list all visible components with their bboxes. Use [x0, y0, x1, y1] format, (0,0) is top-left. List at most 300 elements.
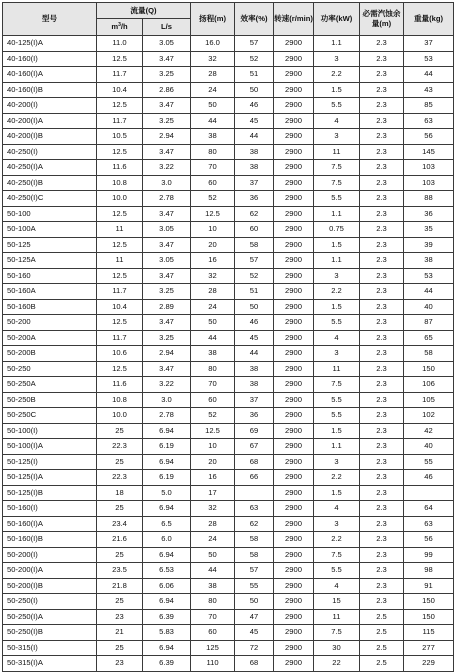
table-row: [3, 408, 454, 424]
power-cell: 2.2: [314, 67, 360, 83]
model-cell: 50-250(I)B: [3, 625, 97, 641]
efficiency-cell: 55: [235, 578, 274, 594]
flow-m3h-cell: 11: [97, 253, 143, 269]
table-row: [3, 563, 454, 579]
table-row: [3, 67, 454, 83]
power-cell: 1.5: [314, 299, 360, 315]
model-cell: 50-250B: [3, 392, 97, 408]
efficiency-cell: 38: [235, 160, 274, 176]
npsh-cell: 2.3: [360, 144, 404, 160]
model-cell: 40-250(I): [3, 144, 97, 160]
model-cell: 50-100A: [3, 222, 97, 238]
model-cell: 50-125: [3, 237, 97, 253]
npsh-cell: 2.3: [360, 268, 404, 284]
flow-m3h-cell: 12.5: [97, 51, 143, 67]
model-cell: 50-200A: [3, 330, 97, 346]
header-model: 型号: [3, 3, 97, 36]
npsh-cell: 2.3: [360, 315, 404, 331]
flow-m3h-cell: 10.4: [97, 299, 143, 315]
flow-m3h-cell: 25: [97, 423, 143, 439]
flow-ls-cell: 3.47: [143, 51, 191, 67]
speed-cell: 2900: [274, 330, 314, 346]
table-row: [3, 113, 454, 129]
header-weight: 重量(kg): [404, 3, 454, 36]
flow-m3h-cell: 11.6: [97, 377, 143, 393]
flow-m3h-cell: 10.6: [97, 346, 143, 362]
head-cell: 12.5: [191, 423, 235, 439]
npsh-cell: 2.3: [360, 284, 404, 300]
power-cell: 15: [314, 594, 360, 610]
speed-cell: 2900: [274, 299, 314, 315]
weight-cell: 40: [404, 439, 454, 455]
efficiency-cell: 47: [235, 609, 274, 625]
model-cell: 40-125(I)A: [3, 36, 97, 52]
head-cell: 20: [191, 237, 235, 253]
weight-cell: 115: [404, 625, 454, 641]
speed-cell: 2900: [274, 346, 314, 362]
table-row: [3, 237, 454, 253]
flow-m3h-cell: 23: [97, 609, 143, 625]
efficiency-cell: 50: [235, 299, 274, 315]
speed-cell: 2900: [274, 501, 314, 517]
head-cell: 28: [191, 67, 235, 83]
table-row: [3, 82, 454, 98]
power-cell: 11: [314, 609, 360, 625]
model-cell: 50-200(I): [3, 547, 97, 563]
speed-cell: 2900: [274, 656, 314, 672]
power-cell: 0.75: [314, 222, 360, 238]
weight-cell: 56: [404, 532, 454, 548]
flow-ls-cell: 3.47: [143, 98, 191, 114]
npsh-cell: 2.3: [360, 346, 404, 362]
weight-cell: 53: [404, 268, 454, 284]
efficiency-cell: 37: [235, 175, 274, 191]
flow-m3h-cell: 11: [97, 222, 143, 238]
table-row: [3, 160, 454, 176]
flow-ls-cell: 3.0: [143, 175, 191, 191]
weight-cell: 55: [404, 454, 454, 470]
model-cell: 50-125(I)A: [3, 470, 97, 486]
flow-ls-cell: 3.25: [143, 330, 191, 346]
efficiency-cell: 62: [235, 206, 274, 222]
speed-cell: 2900: [274, 98, 314, 114]
head-cell: 38: [191, 129, 235, 145]
flow-m3h-cell: 21.6: [97, 532, 143, 548]
flow-ls-cell: 3.25: [143, 67, 191, 83]
efficiency-cell: 68: [235, 656, 274, 672]
model-cell: 40-250(I)A: [3, 160, 97, 176]
head-cell: 16.0: [191, 36, 235, 52]
npsh-cell: 2.3: [360, 485, 404, 501]
head-cell: 20: [191, 454, 235, 470]
power-cell: 11: [314, 144, 360, 160]
flow-ls-cell: 2.78: [143, 408, 191, 424]
flow-m3h-cell: 10.5: [97, 129, 143, 145]
head-cell: 52: [191, 191, 235, 207]
table-row: [3, 346, 454, 362]
weight-cell: 63: [404, 516, 454, 532]
weight-cell: 98: [404, 563, 454, 579]
flow-ls-cell: 3.25: [143, 113, 191, 129]
efficiency-cell: 67: [235, 439, 274, 455]
power-cell: 4: [314, 113, 360, 129]
head-cell: 50: [191, 98, 235, 114]
weight-cell: 85: [404, 98, 454, 114]
flow-m3h-cell: 12.5: [97, 237, 143, 253]
speed-cell: 2900: [274, 284, 314, 300]
weight-cell: 58: [404, 346, 454, 362]
model-cell: 50-250A: [3, 377, 97, 393]
table-row: [3, 144, 454, 160]
table-row: [3, 423, 454, 439]
head-cell: 50: [191, 315, 235, 331]
npsh-cell: 2.3: [360, 299, 404, 315]
flow-m3h-cell: 11.7: [97, 330, 143, 346]
efficiency-cell: 44: [235, 129, 274, 145]
flow-ls-cell: 3.47: [143, 206, 191, 222]
flow-m3h-cell: 12.5: [97, 268, 143, 284]
flow-ls-cell: 3.47: [143, 315, 191, 331]
flow-m3h-cell: 12.5: [97, 98, 143, 114]
efficiency-cell: 46: [235, 315, 274, 331]
efficiency-cell: 52: [235, 268, 274, 284]
speed-cell: 2900: [274, 222, 314, 238]
speed-cell: 2900: [274, 361, 314, 377]
flow-m3h-cell: 11.7: [97, 67, 143, 83]
weight-cell: 65: [404, 330, 454, 346]
power-cell: 4: [314, 501, 360, 517]
npsh-cell: 2.3: [360, 51, 404, 67]
model-cell: 50-200B: [3, 346, 97, 362]
speed-cell: 2900: [274, 160, 314, 176]
efficiency-cell: 58: [235, 532, 274, 548]
table-row: [3, 284, 454, 300]
speed-cell: 2900: [274, 51, 314, 67]
power-cell: 3: [314, 268, 360, 284]
flow-ls-cell: 6.94: [143, 594, 191, 610]
head-cell: 17: [191, 485, 235, 501]
speed-cell: 2900: [274, 113, 314, 129]
flow-ls-cell: 3.05: [143, 253, 191, 269]
npsh-cell: 2.3: [360, 532, 404, 548]
speed-cell: 2900: [274, 516, 314, 532]
model-cell: 40-200(I)B: [3, 129, 97, 145]
head-cell: 80: [191, 144, 235, 160]
power-cell: 4: [314, 578, 360, 594]
power-cell: 22: [314, 656, 360, 672]
speed-cell: 2900: [274, 377, 314, 393]
efficiency-cell: 66: [235, 470, 274, 486]
speed-cell: 2900: [274, 408, 314, 424]
header-flow: 流量(Q): [97, 3, 191, 19]
model-cell: 50-200(I)B: [3, 578, 97, 594]
flow-m3h-cell: 21: [97, 625, 143, 641]
table-row: [3, 501, 454, 517]
head-cell: 60: [191, 392, 235, 408]
npsh-cell: 2.3: [360, 408, 404, 424]
flow-m3h-cell: 23.4: [97, 516, 143, 532]
head-cell: 60: [191, 175, 235, 191]
table-row: [3, 578, 454, 594]
header-power: 功率(kW): [314, 3, 360, 36]
speed-cell: 2900: [274, 594, 314, 610]
table-row: [3, 361, 454, 377]
power-cell: 1.5: [314, 423, 360, 439]
table-row: [3, 454, 454, 470]
flow-ls-cell: 6.39: [143, 609, 191, 625]
header-efficiency: 效率(%): [235, 3, 274, 36]
power-cell: 7.5: [314, 175, 360, 191]
power-cell: 3: [314, 516, 360, 532]
power-cell: 7.5: [314, 160, 360, 176]
npsh-cell: 2.3: [360, 454, 404, 470]
table-row: [3, 516, 454, 532]
flow-m3h-cell: 11.0: [97, 36, 143, 52]
head-cell: 24: [191, 82, 235, 98]
weight-cell: 277: [404, 640, 454, 656]
flow-ls-cell: 2.86: [143, 82, 191, 98]
flow-ls-cell: 3.47: [143, 361, 191, 377]
flow-ls-cell: 3.47: [143, 268, 191, 284]
header-speed: 转速(r/min): [274, 3, 314, 36]
flow-ls-cell: 5.0: [143, 485, 191, 501]
weight-cell: 99: [404, 547, 454, 563]
flow-ls-cell: 6.94: [143, 547, 191, 563]
power-cell: 1.1: [314, 206, 360, 222]
header-flow-ls: L/s: [143, 19, 191, 36]
model-cell: 50-250(I)A: [3, 609, 97, 625]
head-cell: 60: [191, 625, 235, 641]
npsh-cell: 2.3: [360, 160, 404, 176]
npsh-cell: 2.3: [360, 175, 404, 191]
efficiency-cell: 44: [235, 346, 274, 362]
head-cell: 24: [191, 299, 235, 315]
flow-ls-cell: 2.89: [143, 299, 191, 315]
efficiency-cell: 45: [235, 330, 274, 346]
flow-m3-superscript: 3: [118, 22, 121, 29]
efficiency-cell: 63: [235, 501, 274, 517]
flow-m3h-cell: 10.0: [97, 191, 143, 207]
flow-ls-cell: 3.22: [143, 160, 191, 176]
table-row: [3, 640, 454, 656]
model-cell: 50-160(I)A: [3, 516, 97, 532]
weight-cell: 150: [404, 609, 454, 625]
flow-m3h-cell: 23: [97, 656, 143, 672]
flow-m3h-cell: 23.5: [97, 563, 143, 579]
weight-cell: 40: [404, 299, 454, 315]
efficiency-cell: 45: [235, 113, 274, 129]
npsh-cell: 2.5: [360, 625, 404, 641]
table-row: [3, 470, 454, 486]
model-cell: 40-200(I)A: [3, 113, 97, 129]
flow-ls-cell: 5.83: [143, 625, 191, 641]
efficiency-cell: 58: [235, 547, 274, 563]
flow-ls-cell: 3.47: [143, 144, 191, 160]
table-row: [3, 656, 454, 672]
model-cell: 50-160: [3, 268, 97, 284]
head-cell: 28: [191, 516, 235, 532]
speed-cell: 2900: [274, 485, 314, 501]
weight-cell: 36: [404, 206, 454, 222]
weight-cell: 106: [404, 377, 454, 393]
speed-cell: 2900: [274, 547, 314, 563]
model-cell: 50-315(I)A: [3, 656, 97, 672]
head-cell: 16: [191, 470, 235, 486]
power-cell: 3: [314, 129, 360, 145]
model-cell: 50-315(I): [3, 640, 97, 656]
speed-cell: 2900: [274, 532, 314, 548]
flow-m3h-cell: 25: [97, 594, 143, 610]
power-cell: 1.1: [314, 439, 360, 455]
weight-cell: 88: [404, 191, 454, 207]
flow-m3h-cell: 25: [97, 547, 143, 563]
efficiency-cell: 62: [235, 516, 274, 532]
weight-cell: [404, 485, 454, 501]
flow-m3h-cell: 25: [97, 501, 143, 517]
flow-m3h-cell: 25: [97, 454, 143, 470]
npsh-cell: 2.3: [360, 361, 404, 377]
npsh-cell: 2.5: [360, 609, 404, 625]
table-row: [3, 609, 454, 625]
table-row: [3, 98, 454, 114]
power-cell: 3: [314, 51, 360, 67]
power-cell: 1.1: [314, 36, 360, 52]
npsh-cell: 2.3: [360, 423, 404, 439]
flow-ls-cell: 6.94: [143, 423, 191, 439]
npsh-cell: 2.5: [360, 656, 404, 672]
weight-cell: 43: [404, 82, 454, 98]
speed-cell: 2900: [274, 67, 314, 83]
power-cell: 5.5: [314, 563, 360, 579]
table-row: [3, 191, 454, 207]
power-cell: 7.5: [314, 377, 360, 393]
head-cell: 32: [191, 268, 235, 284]
flow-m3h-cell: 10.4: [97, 82, 143, 98]
head-cell: 44: [191, 113, 235, 129]
speed-cell: 2900: [274, 144, 314, 160]
head-cell: 28: [191, 284, 235, 300]
model-cell: 40-200(I): [3, 98, 97, 114]
efficiency-cell: 72: [235, 640, 274, 656]
speed-cell: 2900: [274, 237, 314, 253]
table-row: [3, 377, 454, 393]
weight-cell: 38: [404, 253, 454, 269]
efficiency-cell: 51: [235, 67, 274, 83]
weight-cell: 53: [404, 51, 454, 67]
npsh-cell: 2.5: [360, 640, 404, 656]
flow-m3h-cell: 22.3: [97, 439, 143, 455]
npsh-cell: 2.3: [360, 113, 404, 129]
table-row: [3, 36, 454, 52]
weight-cell: 44: [404, 67, 454, 83]
efficiency-cell: 38: [235, 361, 274, 377]
flow-ls-cell: 3.05: [143, 222, 191, 238]
table-row: [3, 253, 454, 269]
efficiency-cell: 37: [235, 392, 274, 408]
head-cell: 70: [191, 377, 235, 393]
table-row: [3, 485, 454, 501]
npsh-cell: 2.3: [360, 439, 404, 455]
npsh-cell: 2.3: [360, 191, 404, 207]
efficiency-cell: 57: [235, 563, 274, 579]
table-row: [3, 532, 454, 548]
speed-cell: 2900: [274, 36, 314, 52]
head-cell: 44: [191, 563, 235, 579]
weight-cell: 56: [404, 129, 454, 145]
efficiency-cell: 60: [235, 222, 274, 238]
model-cell: 40-160(I)B: [3, 82, 97, 98]
flow-m3h-cell: 10.0: [97, 408, 143, 424]
efficiency-cell: 45: [235, 625, 274, 641]
power-cell: 30: [314, 640, 360, 656]
weight-cell: 63: [404, 113, 454, 129]
speed-cell: 2900: [274, 392, 314, 408]
table-row: [3, 625, 454, 641]
npsh-cell: 2.3: [360, 36, 404, 52]
head-cell: 80: [191, 361, 235, 377]
weight-cell: 42: [404, 423, 454, 439]
weight-cell: 35: [404, 222, 454, 238]
speed-cell: 2900: [274, 253, 314, 269]
model-cell: 50-160(I): [3, 501, 97, 517]
flow-m3h-cell: 25: [97, 640, 143, 656]
model-cell: 50-250: [3, 361, 97, 377]
efficiency-cell: 36: [235, 191, 274, 207]
header-npsh: 必需汽蚀余量(m): [360, 3, 404, 36]
power-cell: 2.2: [314, 470, 360, 486]
head-cell: 125: [191, 640, 235, 656]
flow-ls-cell: 6.94: [143, 501, 191, 517]
power-cell: 1.1: [314, 253, 360, 269]
efficiency-cell: 68: [235, 454, 274, 470]
npsh-cell: 2.3: [360, 67, 404, 83]
flow-ls-cell: 6.5: [143, 516, 191, 532]
weight-cell: 37: [404, 36, 454, 52]
flow-m3-tail: /h: [120, 22, 128, 32]
weight-cell: 103: [404, 160, 454, 176]
flow-ls-cell: 6.06: [143, 578, 191, 594]
power-cell: 11: [314, 361, 360, 377]
npsh-cell: 2.3: [360, 578, 404, 594]
head-cell: 38: [191, 578, 235, 594]
table-row: [3, 392, 454, 408]
efficiency-cell: 38: [235, 144, 274, 160]
table-row: [3, 315, 454, 331]
speed-cell: 2900: [274, 625, 314, 641]
flow-ls-cell: 6.94: [143, 454, 191, 470]
npsh-cell: 2.3: [360, 330, 404, 346]
weight-cell: 39: [404, 237, 454, 253]
model-cell: 50-250C: [3, 408, 97, 424]
model-cell: 50-160B: [3, 299, 97, 315]
efficiency-cell: 69: [235, 423, 274, 439]
model-cell: 50-160A: [3, 284, 97, 300]
efficiency-cell: 57: [235, 36, 274, 52]
efficiency-cell: 52: [235, 51, 274, 67]
model-cell: 50-125(I): [3, 454, 97, 470]
npsh-cell: 2.3: [360, 501, 404, 517]
speed-cell: 2900: [274, 191, 314, 207]
power-cell: 4: [314, 330, 360, 346]
flow-m3h-cell: 12.5: [97, 361, 143, 377]
efficiency-cell: 58: [235, 237, 274, 253]
table-row: [3, 51, 454, 67]
model-cell: 50-100(I)A: [3, 439, 97, 455]
table-row: [3, 129, 454, 145]
npsh-cell: 2.3: [360, 470, 404, 486]
speed-cell: 2900: [274, 268, 314, 284]
npsh-cell: 2.3: [360, 98, 404, 114]
